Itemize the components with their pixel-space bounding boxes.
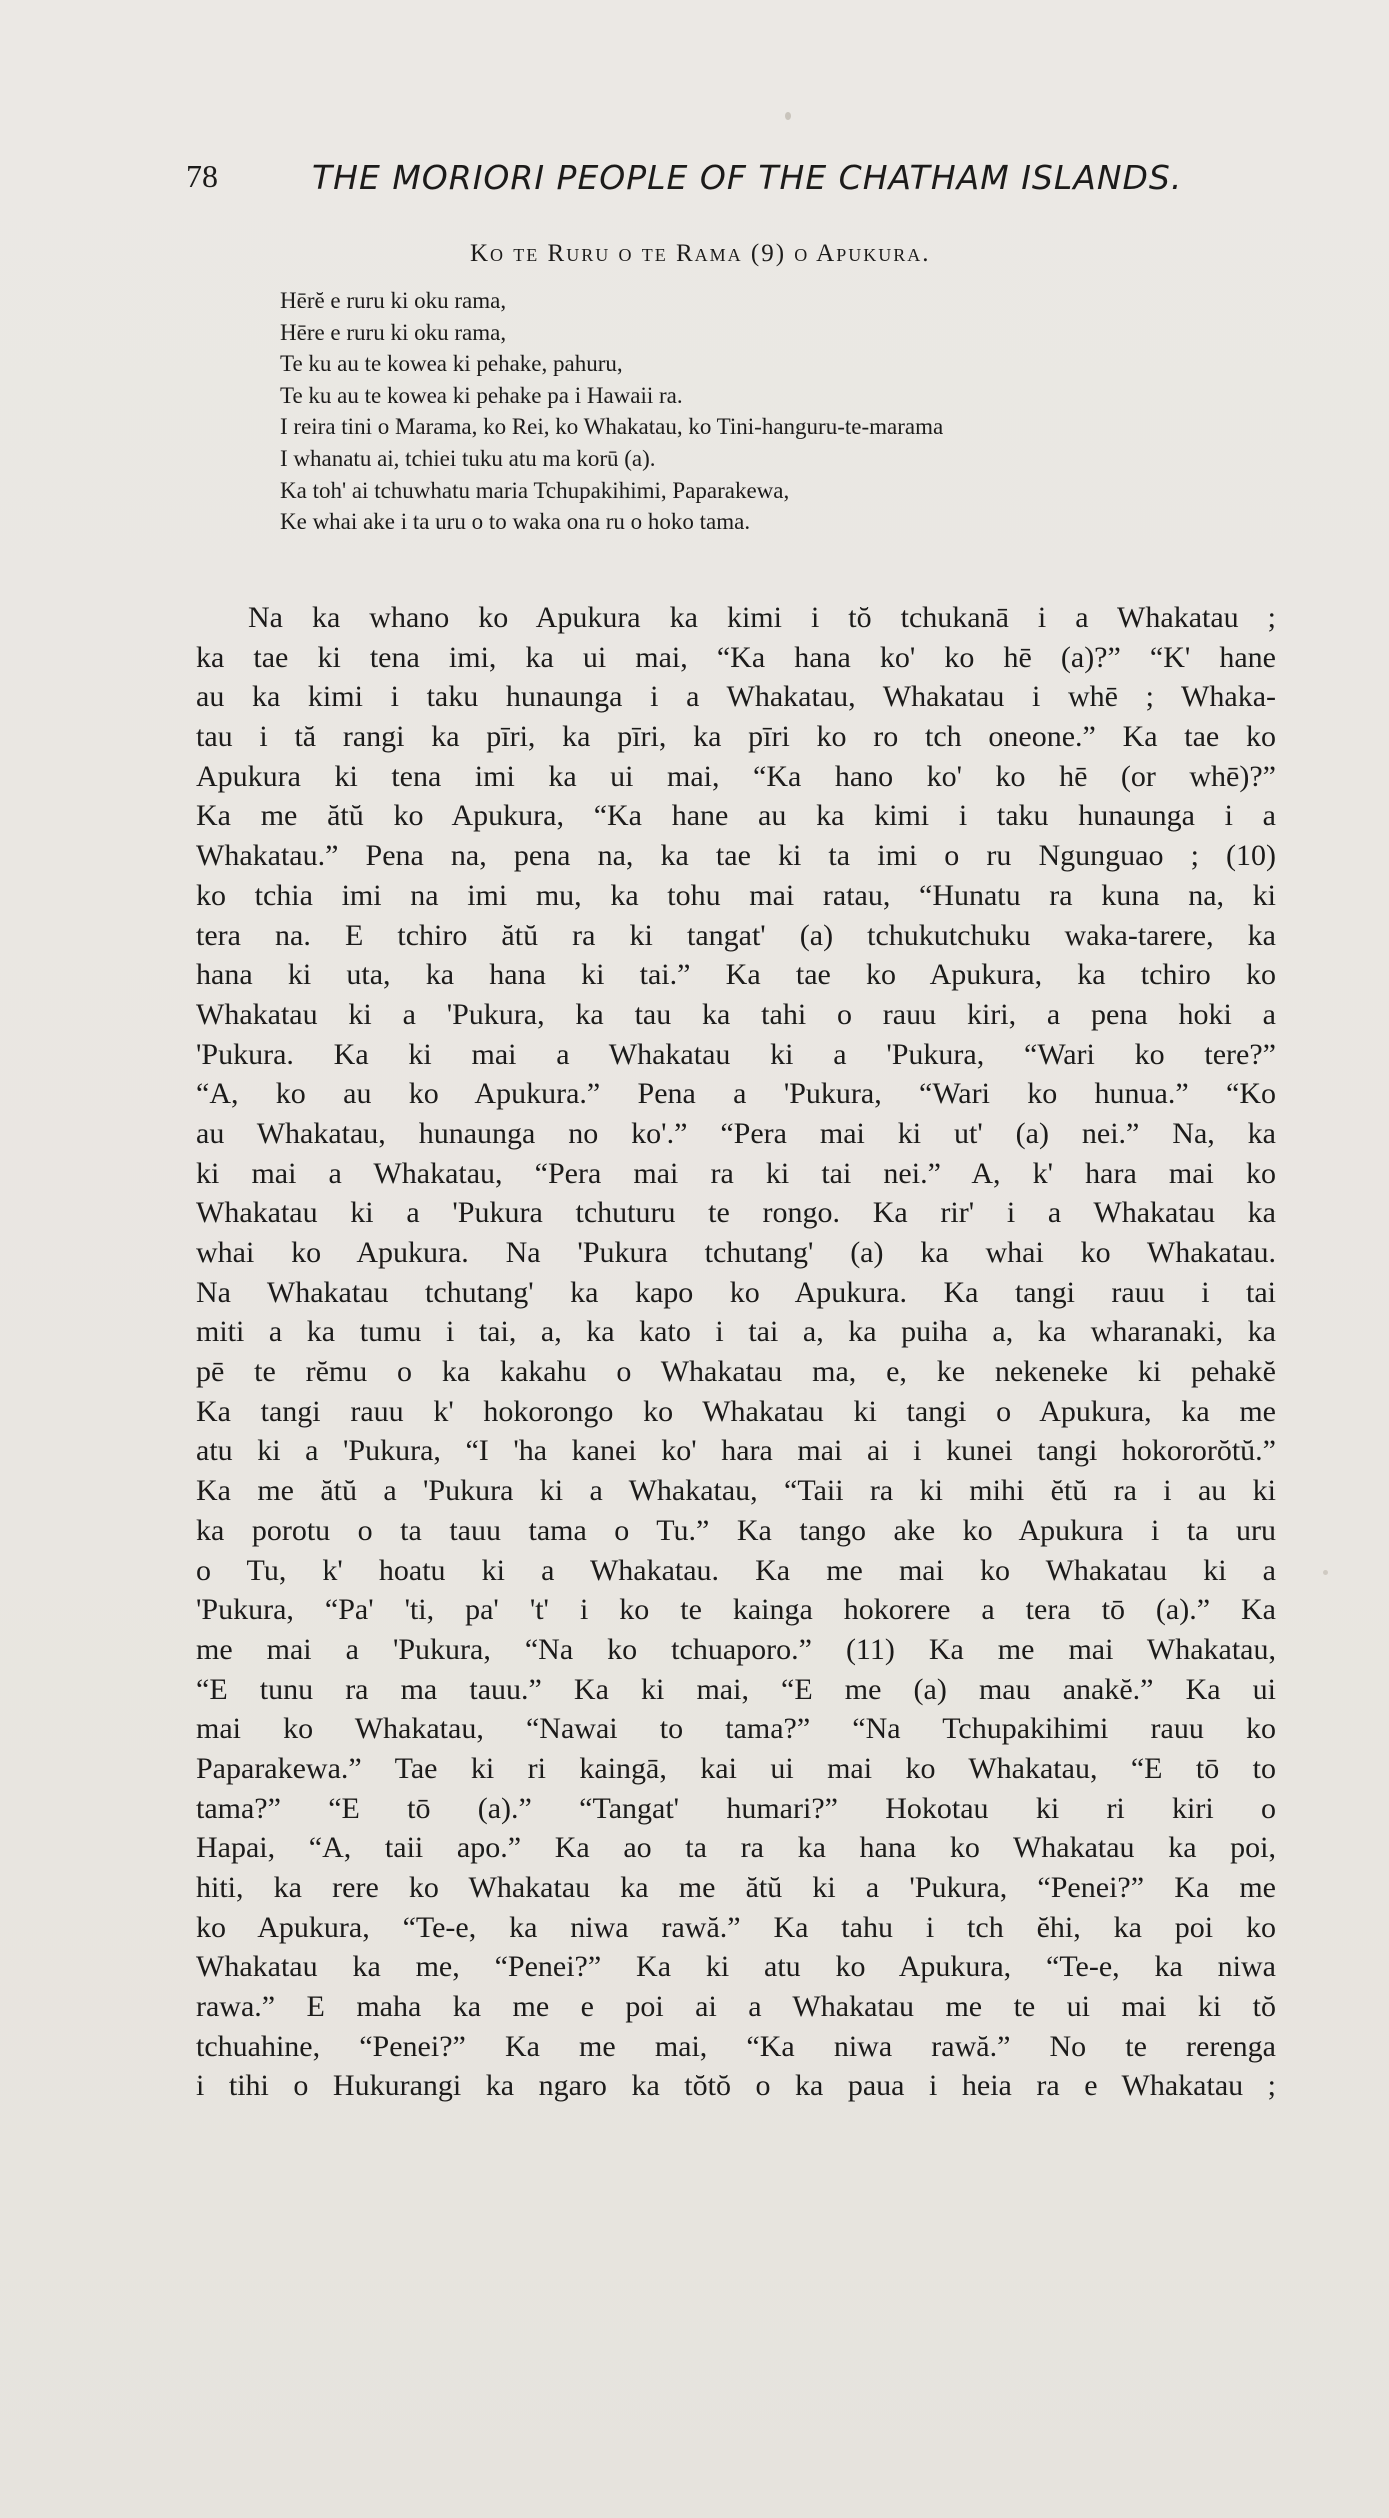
prose-line: mai ko Whakatau, “Nawai to tama?” “Na Tchupakihimi rauu ko	[196, 1712, 1276, 1746]
poem	[280, 285, 1240, 538]
prose-line: Apukura ki tena imi ka ui mai, “Ka hano ko' ko hē (or whē)?”	[196, 759, 1276, 793]
paper-speck	[1323, 1570, 1328, 1575]
prose-line: “A, ko au ko Apukura.” Pena a 'Pukura, “Wari ko hunua.” “Ko	[196, 1077, 1276, 1111]
prose-line: Whakatau ka me, “Penei?” Ka ki atu ko Apukura, “Te-e, ka niwa	[196, 1950, 1276, 1984]
prose-line: ki mai a Whakatau, “Pera mai ra ki tai nei.” A, k' hara mai ko	[196, 1156, 1276, 1190]
prose-line: Whakatau.” Pena na, pena na, ka tae ki ta imi o ru Ngunguao ; (10)	[196, 839, 1276, 873]
prose-line: o Tu, k' hoatu ki a Whakatau. Ka me mai ko Whakatau ki a	[196, 1553, 1276, 1587]
poem-line: Hērĕ e ruru ki oku rama,	[280, 288, 507, 313]
prose-line: ka tae ki tena imi, ka ui mai, “Ka hana ko' ko hē (a)?” “K' hane	[196, 640, 1276, 674]
poem-line: Te ku au te kowea ki pehake pa i Hawaii ra.	[280, 382, 683, 408]
prose-line: ko tchia imi na imi mu, ka tohu mai ratau, “Hunatu ra kuna na, ki	[196, 878, 1276, 912]
prose-line: pē te rĕmu o ka kakahu o Whakatau ma, e, ke nekeneke ki pehakĕ	[196, 1355, 1276, 1389]
poem-line: I whanatu ai, tchiei tuku atu ma korū (a).	[280, 445, 656, 471]
prose-line: ka porotu o ta tauu tama o Tu.” Ka tango ake ko Apukura i ta uru	[196, 1513, 1276, 1547]
prose-line: tchuahine, “Penei?” Ka me mai, “Ka niwa rawă.” No te rerenga	[196, 2029, 1276, 2063]
prose-line: au Whakatau, hunaunga no ko'.” “Pera mai ki ut' (a) nei.” Na, ka	[196, 1116, 1276, 1150]
poem-title: Ko te Ruru o te Rama (9) o Apukura.	[470, 240, 931, 267]
prose-line: rawa.” E maha ka me e poi ai a Whakatau me te ui mai ki tŏ	[196, 1990, 1276, 2024]
prose-line: tera na. E tchiro ătŭ ra ki tangat' (a) tchukutchuku waka-tarere, ka	[196, 918, 1276, 952]
poem-line: Hēre e ruru ki oku rama,	[280, 319, 507, 345]
prose-line: miti a ka tumu i tai, a, ka kato i tai a, ka puiha a, ka wharanaki, ka	[196, 1315, 1276, 1349]
prose-line: me mai a 'Pukura, “Na ko tchuaporo.” (11) Ka me mai Whakatau,	[196, 1632, 1276, 1666]
prose-line: 'Pukura, “Pa' 'ti, pa' 't' i ko te kainga hokorere a tera tō (a).” Ka	[196, 1593, 1276, 1627]
prose-line: tau i tă rangi ka pīri, ka pīri, ka pīri ko ro tch oneone.” Ka tae ko	[196, 720, 1276, 754]
prose-line: au ka kimi i taku hunaunga i a Whakatau, Whakatau i whē ; Whaka-	[196, 680, 1276, 714]
poem-line: Ke whai ake i ta uru o to waka ona ru o hoko tama.	[280, 509, 751, 535]
prose-line: atu ki a 'Pukura, “I 'ha kanei ko' hara mai ai i kunei tangi hokororŏtŭ.”	[196, 1434, 1276, 1468]
poem-line: Te ku au te kowea ki pehake, pahuru,	[280, 351, 623, 377]
prose-line: Na ka whano ko Apukura ka kimi i tŏ tchukanā i a Whakatau ;	[248, 601, 1276, 634]
poem-line: Ka toh' ai tchuwhatu maria Tchupakihimi, Paparakewa,	[280, 477, 790, 503]
prose-line: Paparakewa.” Tae ki ri kaingā, kai ui mai ko Whakatau, “E tō to	[196, 1751, 1276, 1785]
prose-line: whai ko Apukura. Na 'Pukura tchutang' (a) ka whai ko Whakatau.	[196, 1236, 1276, 1269]
prose-line: Ka me ătŭ a 'Pukura ki a Whakatau, “Taii ra ki mihi ĕtŭ ra i au ki	[196, 1474, 1276, 1508]
page-header	[186, 158, 1206, 208]
prose-line: Hapai, “A, taii apo.” Ka ao ta ra ka hana ko Whakatau ka poi,	[196, 1831, 1276, 1865]
prose-line: Whakatau ki a 'Pukura tchuturu te rongo. Ka rir' i a Whakatau ka	[196, 1196, 1276, 1230]
prose-paragraph	[196, 598, 1276, 2106]
prose-line: tama?” “E tō (a).” “Tangat' humari?” Hokotau ki ri kiri o	[196, 1791, 1276, 1825]
prose-line: Whakatau ki a 'Pukura, ka tau ka tahi o rauu kiri, a pena hoki a	[196, 997, 1276, 1031]
prose-line: hiti, ka rere ko Whakatau ka me ătŭ ki a 'Pukura, “Penei?” Ka me	[196, 1871, 1276, 1904]
prose-line: i tihi o Hukurangi ka ngaro ka tŏtŏ o ka paua i heia ra e Whakatau ;	[196, 2069, 1276, 2103]
prose-line: hana ki uta, ka hana ki tai.” Ka tae ko Apukura, ka tchiro ko	[196, 958, 1276, 992]
prose-line: ko Apukura, “Te-e, ka niwa rawă.” Ka tahu i tch ĕhi, ka poi ko	[196, 1910, 1276, 1944]
prose-line: Na Whakatau tchutang' ka kapo ko Apukura. Ka tangi rauu i tai	[196, 1275, 1276, 1309]
poem-line: I reira tini o Marama, ko Rei, ko Whakatau, ko Tini-hanguru-te-marama	[280, 414, 944, 440]
prose-line: Ka me ătŭ ko Apukura, “Ka hane au ka kimi i taku hunaunga i a	[196, 799, 1276, 833]
paper-speck	[785, 112, 791, 120]
prose-line: “E tunu ra ma tauu.” Ka ki mai, “E me (a) mau anakĕ.” Ka ui	[196, 1672, 1276, 1706]
page-number: 78	[186, 158, 218, 194]
running-title: THE MORIORI PEOPLE OF THE CHATHAM ISLANDS.	[312, 158, 1183, 197]
prose-line: Ka tangi rauu k' hokorongo ko Whakatau ki tangi o Apukura, ka me	[196, 1394, 1276, 1428]
prose-line: 'Pukura. Ka ki mai a Whakatau ki a 'Pukura, “Wari ko tere?”	[196, 1037, 1276, 1071]
